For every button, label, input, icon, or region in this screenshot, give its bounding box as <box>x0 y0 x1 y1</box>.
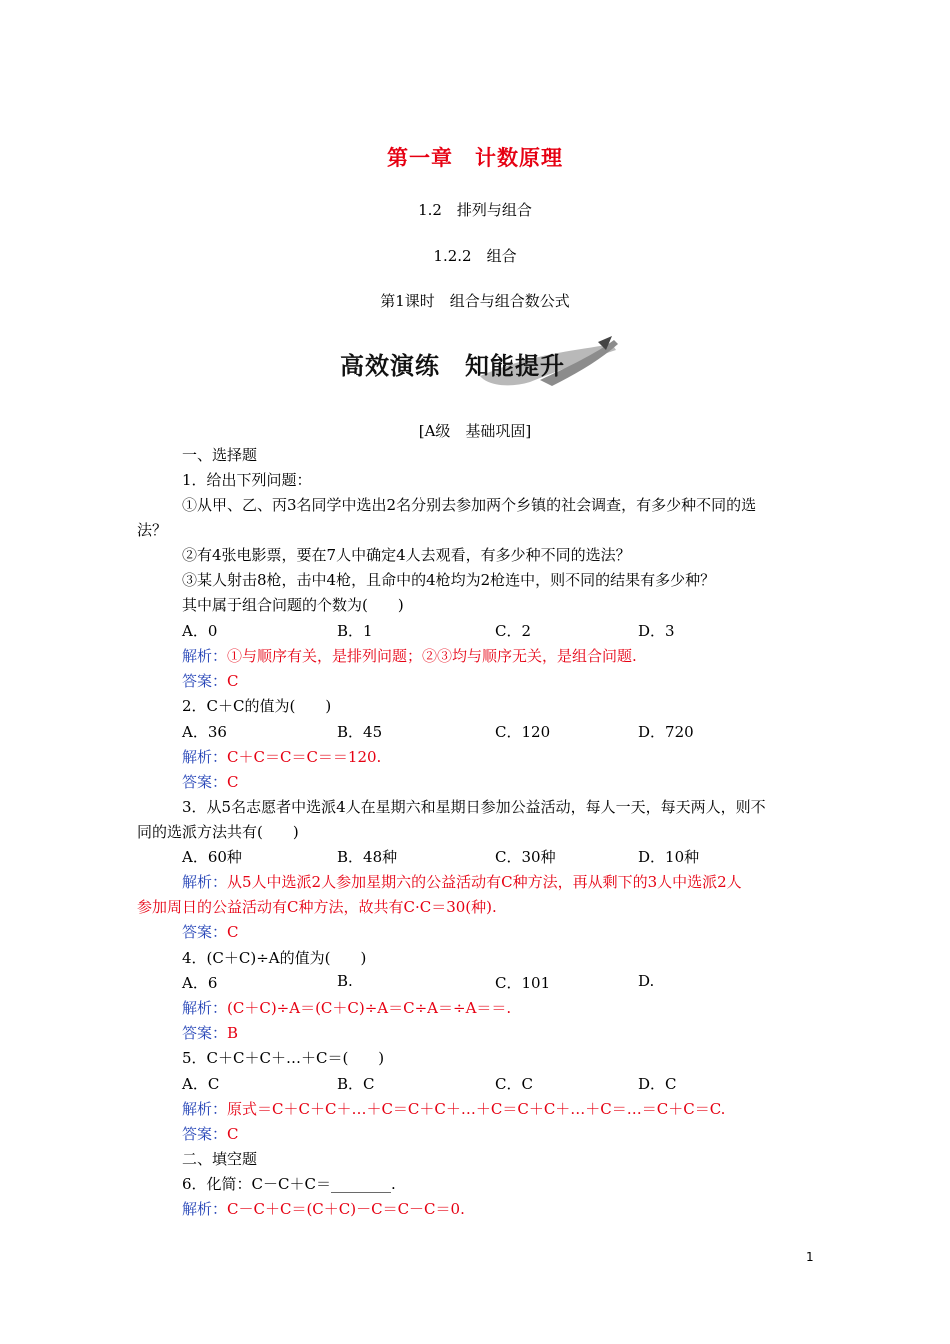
analysis-text: (C＋C)÷A＝(C＋C)÷A＝C÷A＝÷A＝＝. <box>227 999 512 1017</box>
level-label: [A级 基础巩固] <box>418 422 532 440</box>
answer-value: C <box>227 1125 239 1143</box>
q2-stem: 2．C＋C的值为( ) <box>182 697 332 715</box>
q4-option-a: A．6 <box>182 974 218 992</box>
q2-answer <box>182 771 239 792</box>
q2-analysis <box>182 746 381 767</box>
q1-item2: ②有4张电影票，要在7人中确定4人去观看，有多少种不同的选法？ <box>182 546 631 564</box>
q1-item1: ①从甲、乙、丙3名同学中选出2名分别去参加两个乡镇的社会调查，有多少种不同的选 <box>182 496 757 514</box>
part1-title: 一、选择题 <box>182 446 258 464</box>
analysis-text: 原式＝C＋C＋C＋…＋C＝C＋C＋…＋C＝C＋C＋…＋C＝…＝C＋C＝C. <box>227 1100 726 1118</box>
q5-option-d: D．C <box>638 1075 677 1093</box>
part2-title: 二、填空题 <box>182 1150 258 1168</box>
analysis-label: 解析： <box>182 999 228 1017</box>
answer-value: B <box>227 1024 239 1042</box>
section-title: 1.2 排列与组合 <box>418 201 532 219</box>
analysis-label: 解析： <box>182 748 228 766</box>
subsection-title: 1.2.2 组合 <box>433 247 517 265</box>
q6-analysis <box>182 1198 465 1219</box>
q4-option-c: C．101 <box>495 974 551 992</box>
analysis-label: 解析： <box>182 647 228 665</box>
analysis-text: C－C＋C＝(C＋C)－C＝C－C＝0. <box>227 1200 465 1218</box>
q2-option-c: C．120 <box>495 723 551 741</box>
q3-stem: 3．从5名志愿者中选派4人在星期六和星期日参加公益活动，每人一天，每天两人，则不 <box>182 798 766 816</box>
q4-option-b: B. <box>337 972 353 990</box>
q1-stem: 1．给出下列问题： <box>182 471 312 489</box>
answer-label: 答案： <box>182 1125 228 1143</box>
q1-option-c: C．2 <box>495 622 532 640</box>
q5-stem: 5．C＋C＋C＋…＋C＝( ) <box>182 1049 385 1067</box>
q4-option-d: D. <box>638 972 655 990</box>
answer-value: C <box>227 773 239 791</box>
q3-analysis <box>182 871 742 892</box>
answer-value: C <box>227 923 239 941</box>
q4-answer <box>182 1022 238 1043</box>
analysis-text: C＋C＝C＝C＝＝120. <box>227 748 382 766</box>
q3-stem-cont: 同的选派方法共有( ) <box>137 823 299 841</box>
q5-analysis <box>182 1098 725 1119</box>
q1-option-d: D．3 <box>638 622 675 640</box>
q1-option-a: A．0 <box>182 622 218 640</box>
q1-item3: ③某人射击8枪，击中4枪，且命中的4枪均为2枪连中，则不同的结果有多少种？ <box>182 571 716 589</box>
q5-option-a: A．C <box>182 1075 220 1093</box>
q1-answer <box>182 670 239 691</box>
q4-analysis <box>182 997 511 1018</box>
q3-analysis-cont: 参加周日的公益活动有C种方法，故共有C·C＝30(种). <box>137 898 497 916</box>
lesson-title: 第1课时 组合与组合数公式 <box>380 292 570 310</box>
analysis-label: 解析： <box>182 873 228 891</box>
q5-option-b: B．C <box>337 1075 375 1093</box>
page-number: 1 <box>806 1250 814 1264</box>
q1-item1-cont: 法？ <box>137 521 168 539</box>
q5-option-c: C．C <box>495 1075 533 1093</box>
banner <box>330 336 620 388</box>
q3-option-d: D．10种 <box>638 848 700 866</box>
chapter-title: 第一章 计数原理 <box>387 145 563 170</box>
answer-label: 答案： <box>182 773 228 791</box>
q1-question: 其中属于组合问题的个数为( ) <box>182 596 404 614</box>
analysis-label: 解析： <box>182 1200 228 1218</box>
q3-option-b: B．48种 <box>337 848 398 866</box>
answer-label: 答案： <box>182 672 228 690</box>
answer-label: 答案： <box>182 923 228 941</box>
q6-stem: 6．化简：C－C＋C＝________. <box>182 1175 396 1193</box>
q5-answer <box>182 1123 239 1144</box>
q2-option-d: D．720 <box>638 723 694 741</box>
q4-stem: 4．(C＋C)÷A的值为( ) <box>182 949 367 967</box>
answer-value: C <box>227 672 239 690</box>
q3-option-a: A．60种 <box>182 848 242 866</box>
q2-option-a: A．36 <box>182 723 227 741</box>
banner-text: 高效演练 知能提升 <box>340 352 565 380</box>
q3-option-c: C．30种 <box>495 848 556 866</box>
q2-option-b: B．45 <box>337 723 383 741</box>
analysis-text: 从5人中选派2人参加星期六的公益活动有C种方法，再从剩下的3人中选派2人 <box>227 873 742 891</box>
q3-answer <box>182 921 239 942</box>
q1-option-b: B．1 <box>337 622 373 640</box>
analysis-text: ①与顺序有关，是排列问题；②③均与顺序无关，是组合问题. <box>227 647 637 665</box>
q1-analysis <box>182 645 637 666</box>
answer-label: 答案： <box>182 1024 228 1042</box>
analysis-label: 解析： <box>182 1100 228 1118</box>
